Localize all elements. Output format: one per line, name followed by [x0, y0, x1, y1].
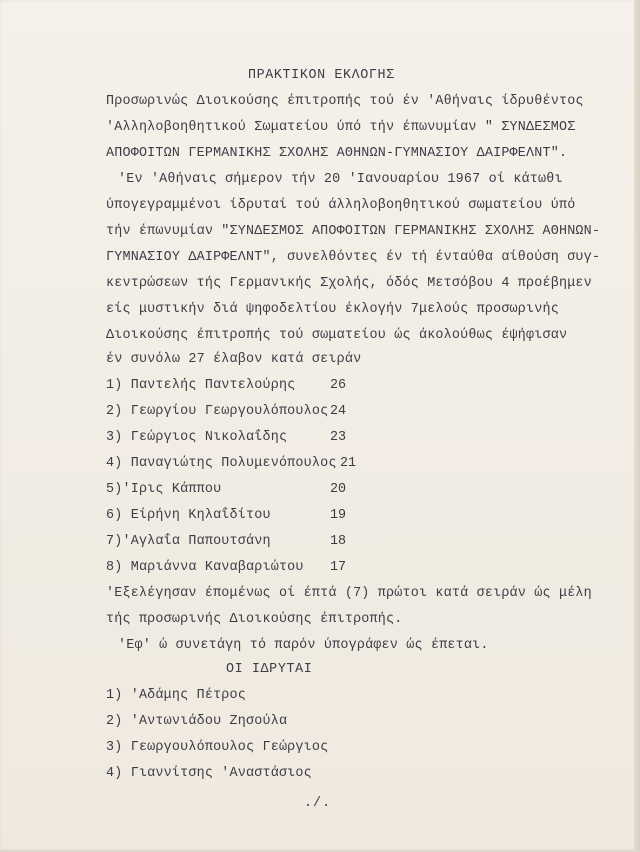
body-line-5: κεντρώσεων τής Γερμανικής Σχολής, όδός Μετσόβου 4 προέβημεν: [106, 276, 592, 291]
founder-item: 1) 'Αδάμης Πέτρος: [106, 688, 247, 703]
page-end-mark: ./.: [304, 796, 332, 811]
conclusion-line-2: τής προσωρινής Διοικούσης έπιτροπής.: [106, 612, 403, 627]
candidate-name: 2) Γεωργίου Γεωργουλόπουλος: [106, 404, 329, 419]
body-line-1: 'Εν 'Αθήναις σήμερον τήν 20 'Ιανουαρίου 1967 οί κάτωθι: [118, 172, 563, 187]
intro-line-1: Προσωρινώς Διοικούσης έπιτροπής τού έν 'Αθήναις ίδρυθέντος: [106, 94, 584, 109]
candidate-name: 3) Γεώργιος Νικολαΐδης: [106, 430, 288, 445]
document-title: ΠΡΑΚΤΙΚΟΝ ΕΚΛΟΓΗΣ: [248, 68, 395, 83]
candidate-votes: 20: [330, 482, 347, 497]
body-line-7: Διοικούσης έπιτροπής τού σωματείου ώς άκολούθως έψήφισαν: [106, 328, 568, 343]
candidate-votes: 23: [330, 430, 347, 445]
body-line-4: ΓΥΜΝΑΣΙΟΥ ΔΑΙΡΦΕΛΝΤ", συνελθόντες έν τή ένταύθα αίθούση συγ-: [106, 250, 601, 265]
candidate-votes: 24: [330, 404, 347, 419]
candidate-votes: 17: [330, 560, 347, 575]
intro-line-3: ΑΠΟΦΟΙΤΩΝ ΓΕΡΜΑΝΙΚΗΣ ΣΧΟΛΗΣ ΑΘΗΝΩΝ-ΓΥΜΝΑΣΙΟΥ ΔΑΙΡΦΕΛΝΤ".: [106, 146, 568, 161]
candidate-votes: 18: [330, 534, 347, 549]
candidate-name: 6) Είρήνη Κηλαΐδίτου: [106, 508, 271, 523]
founder-item: 4) Γιαννίτσης 'Αναστάσιος: [106, 766, 312, 781]
founders-heading: ΟΙ ΙΔΡΥΤΑΙ: [226, 662, 313, 677]
candidate-name: 4) Παναγιώτης Πολυμενόπουλος: [106, 456, 337, 471]
candidate-votes: 21: [340, 456, 357, 471]
candidate-votes: 19: [330, 508, 347, 523]
intro-line-2: 'Αλληλοβοηθητικού Σωματείου ύπό τήν έπωνυμίαν " ΣΥΝΔΕΣΜΟΣ: [106, 120, 576, 135]
founder-item: 3) Γεωργουλόπουλος Γεώργιος: [106, 740, 329, 755]
closing-line: 'Εφ' ώ συνετάγη τό παρόν ύπογράφεν ώς έπεται.: [118, 638, 489, 653]
candidate-name: 8) Μαριάννα Καναβαριώτου: [106, 560, 304, 575]
body-line-2: ύπογεγραμμένοι ίδρυταί τού άλληλοβοηθητικού σωματείου ύπό: [106, 198, 576, 213]
founder-item: 2) 'Αντωνιάδου Ζησούλα: [106, 714, 288, 729]
candidate-votes: 26: [330, 378, 347, 393]
body-line-3: τήν έπωνυμίαν "ΣΥΝΔΕΣΜΟΣ ΑΠΟΦΟΙΤΩΝ ΓΕΡΜΑΝΙΚΗΣ ΣΧΟΛΗΣ ΑΘΗΝΩΝ-: [106, 224, 601, 239]
body-line-8: έν συνόλω 27 έλαβον κατά σειράν: [106, 352, 362, 367]
body-line-6: είς μυστικήν διά ψηφοδελτίου έκλογήν 7μελούς προσωρινής: [106, 302, 559, 317]
conclusion-line-1: 'Εξελέγησαν έπομένως οί έπτά (7) πρώτοι κατά σειράν ώς μέλη: [106, 586, 592, 601]
candidate-name: 5)'Ιρις Κάππου: [106, 482, 222, 497]
page-edge-shadow: [634, 0, 640, 852]
candidate-name: 1) Παντελής Παντελούρης: [106, 378, 296, 393]
candidate-name: 7)'Αγλαΐα Παπουτσάνη: [106, 534, 271, 549]
